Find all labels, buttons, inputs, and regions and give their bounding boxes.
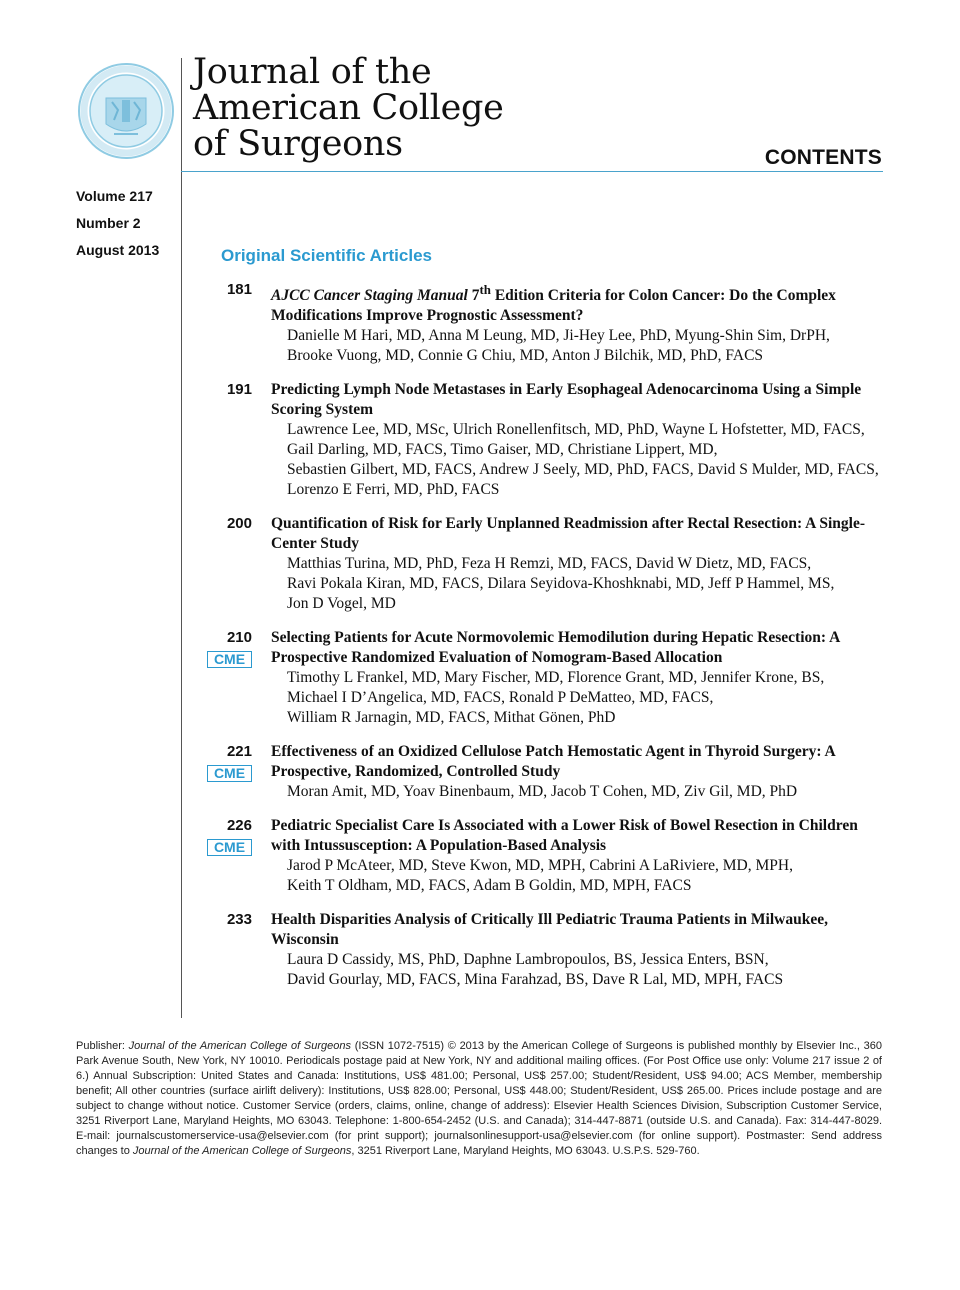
article-entry[interactable] <box>0 628 960 728</box>
cme-badge[interactable]: CME <box>207 651 252 668</box>
article-entry[interactable] <box>0 514 960 614</box>
article-title-italic: AJCC Cancer Staging Manual <box>271 287 468 305</box>
publisher-journal-name: Journal of the American College of Surgeons <box>132 1145 352 1157</box>
publisher-notice <box>76 1039 882 1159</box>
article-title[interactable]: Health Disparities Analysis of Critically Ill Pediatric Trauma Patients in Milwaukee, Wisconsin <box>271 911 828 949</box>
journal-title <box>193 54 504 162</box>
article-page-number[interactable]: 191 <box>226 381 252 399</box>
journal-title-line: American College <box>193 88 504 128</box>
publisher-body: (ISSN 1072-7515) © 2013 by the American College of Surgeons is published monthly by Elsevier Inc., 360 Park Avenue South, New York, NY 10010. Periodicals postage paid at New York, NY and additional mailing offices. (For Post Office use only: Volume 217 issue 2 of 6.) Annual Subscription: United States and Canada: Institutions, US$ 481.00; Personal, US$ 257.00; Student/Resident, US$ 94.00; ACS Member, membership benefit; All other countries (surface airlift delivery): Institutions, US$ 828.00; Personal, US$ 448.00; Student/Resident, US$ 265.00. Prices include postage and are subject to change without notice. Customer Service (orders, claims, online, change of address): Elsevier Health Sciences Division, Subscription Customer Service, 3251 Riverport Lane, Maryland Heights, MO 63043. Telephone: 1-800-654-2452 (U.S. and Canada); 314-447-8871 (outside U.S. and Canada). Fax: 314-447-8029. E-mail: journalscustomerservice-usa@elsevier.com (for print support); journalsonlinesupport-usa@elsevier.com (for online support). Postmaster: Send address changes to <box>76 1040 882 1157</box>
cme-badge[interactable]: CME <box>207 839 252 856</box>
article-title[interactable]: Selecting Patients for Acute Normovolemic Hemodilution during Hepatic Resection: A Prospective Randomized Evaluation of Nomogram-Based Allocation <box>271 629 840 667</box>
article-page-number[interactable]: 200 <box>226 515 252 533</box>
article-entry[interactable] <box>0 742 960 802</box>
author-line: Timothy L Frankel, MD, Mary Fischer, MD, Florence Grant, MD, Jennifer Krone, BS, <box>287 669 825 687</box>
section-title: Original Scientific Articles <box>221 246 432 265</box>
article-entry[interactable] <box>0 280 960 366</box>
article-authors <box>287 782 883 802</box>
contents-heading: CONTENTS <box>764 146 882 169</box>
author-line: Laura D Cassidy, MS, PhD, Daphne Lambropoulos, BS, Jessica Enters, BSN, <box>287 951 769 969</box>
article-list <box>0 280 960 1004</box>
article-authors <box>287 950 883 990</box>
article-title[interactable]: Effectiveness of an Oxidized Cellulose Patch Hemostatic Agent in Thyroid Surgery: A Prospective, Randomized, Controlled Study <box>271 743 835 781</box>
author-line: Michael I D’Angelica, MD, FACS, Ronald P DeMatteo, MD, FACS, <box>287 689 714 707</box>
article-entry[interactable] <box>0 380 960 500</box>
author-line: Ravi Pokala Kiran, MD, FACS, Dilara Seyidova-Khoshknabi, MD, Jeff P Hammel, MS, <box>287 575 835 593</box>
article-title[interactable]: Pediatric Specialist Care Is Associated with a Lower Risk of Bowel Resection in Children with Intussusception: A Population-Based Analysis <box>271 817 858 855</box>
author-line: Sebastien Gilbert, MD, FACS, Andrew J Seely, MD, PhD, FACS, David S Mulder, MD, FACS, <box>287 461 879 479</box>
article-title-part: Edition Criteria for Colon Cancer: Do the Complex Modifications Improve Prognostic Assessment? <box>271 287 836 325</box>
publisher-lead: Publisher: <box>76 1040 129 1052</box>
article-authors <box>287 668 883 728</box>
article-title-part: 7 <box>467 287 480 305</box>
journal-title-line: of Surgeons <box>193 124 403 164</box>
number-label: Number 2 <box>76 215 141 231</box>
article-title[interactable] <box>271 280 883 326</box>
article-page-number[interactable]: 221 <box>226 743 252 761</box>
article-authors <box>287 420 883 500</box>
article-page-number[interactable]: 181 <box>226 281 252 298</box>
college-seal-icon <box>76 58 176 164</box>
author-line: Matthias Turina, MD, PhD, Feza H Remzi, MD, FACS, David W Dietz, MD, FACS, <box>287 555 812 573</box>
article-page-number[interactable]: 233 <box>226 911 252 929</box>
date-label: August 2013 <box>76 242 160 258</box>
publisher-journal-name: Journal of the American College of Surgeons <box>128 1040 352 1052</box>
author-line: Jon D Vogel, MD <box>287 595 396 613</box>
author-line: Lorenzo E Ferri, MD, PhD, FACS <box>287 481 500 499</box>
article-title-sup: th <box>479 282 491 297</box>
article-page-number[interactable]: 226 <box>226 817 252 835</box>
author-line: Brooke Vuong, MD, Connie G Chiu, MD, Anton J Bilchik, MD, PhD, FACS <box>287 347 764 365</box>
journal-title-line: Journal of the <box>193 52 432 92</box>
article-entry[interactable] <box>0 910 960 990</box>
author-line: Keith T Oldham, MD, FACS, Adam B Goldin, MD, MPH, FACS <box>287 877 692 895</box>
horizontal-rule <box>181 171 883 172</box>
author-line: Lawrence Lee, MD, MSc, Ulrich Ronellenfitsch, MD, PhD, Wayne L Hofstetter, MD, FACS, <box>287 421 865 439</box>
cme-badge[interactable]: CME <box>207 765 252 782</box>
author-line: William R Jarnagin, MD, FACS, Mithat Gönen, PhD <box>287 709 616 727</box>
article-entry[interactable] <box>0 816 960 896</box>
article-authors <box>287 554 883 614</box>
author-line: David Gourlay, MD, FACS, Mina Farahzad, BS, Dave R Lal, MD, MPH, FACS <box>287 971 784 989</box>
article-title[interactable]: Predicting Lymph Node Metastases in Early Esophageal Adenocarcinoma Using a Simple Scoring System <box>271 381 862 419</box>
publisher-body: , 3251 Riverport Lane, Maryland Heights, MO 63043. U.S.P.S. 529-760. <box>351 1145 700 1157</box>
article-authors <box>287 326 883 366</box>
author-line: Danielle M Hari, MD, Anna M Leung, MD, Ji-Hey Lee, PhD, Myung-Shin Sim, DrPH, <box>287 327 830 345</box>
volume-label: Volume 217 <box>76 188 153 204</box>
article-authors <box>287 856 883 896</box>
author-line: Gail Darling, MD, FACS, Timo Gaiser, MD, Christiane Lippert, MD, <box>287 441 718 459</box>
article-title[interactable]: Quantification of Risk for Early Unplanned Readmission after Rectal Resection: A Single-Center Study <box>271 515 866 553</box>
author-line: Jarod P McAteer, MD, Steve Kwon, MD, MPH, Cabrini A LaRiviere, MD, MPH, <box>287 857 793 875</box>
author-line: Moran Amit, MD, Yoav Binenbaum, MD, Jacob T Cohen, MD, Ziv Gil, MD, PhD <box>287 783 798 801</box>
article-page-number[interactable]: 210 <box>226 629 252 647</box>
